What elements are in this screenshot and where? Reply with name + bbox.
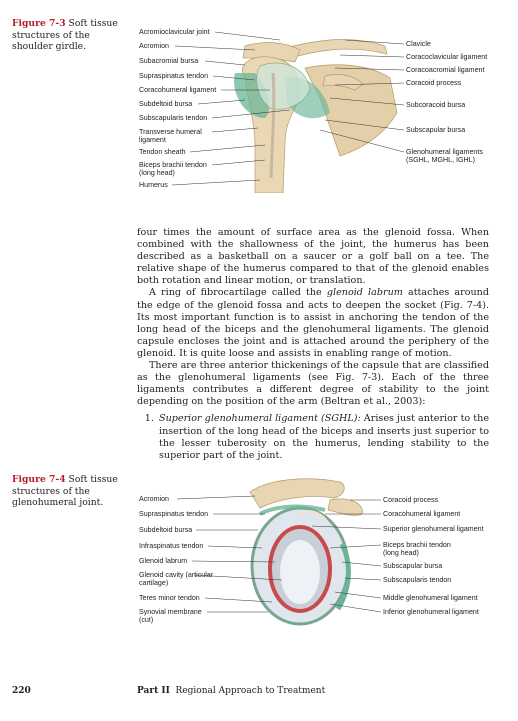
paragraph-2-end: attaches around the edge of the glenoid fossa and acts to deepen the socket (Fig. 7-4). Its most important function is to assist in anchoring the tendon of the long head of the biceps and the glenohumeral ligaments. The glenoid capsule encloses the joint and is attached around the periphery of the glenoid. It is quite loose and assists in enabling range of motion. bbox=[137, 287, 489, 359]
label-subdeltoid-bursa: Subdeltoid bursa bbox=[139, 100, 193, 108]
label-transverse-humeral-ligament: Transverse humeral ligament bbox=[139, 128, 202, 145]
paragraph-2-term: glenoid labrum bbox=[326, 287, 403, 299]
label-subscapular-bursa: Subscapular bursa bbox=[383, 562, 443, 570]
paragraph-2 bbox=[137, 287, 489, 360]
label-supraspinatus-tendon: Supraspinatus tendon bbox=[139, 72, 209, 80]
footer-part: Part II bbox=[137, 686, 170, 696]
figure-number: Figure 7-4 bbox=[12, 474, 66, 485]
label-coracoclavicular-ligament: Coracoclavicular ligament bbox=[406, 53, 488, 61]
fig74-leader-lines bbox=[0, 480, 518, 630]
label-tendon-sheath: Tendon sheath bbox=[139, 148, 186, 156]
body-text bbox=[137, 227, 489, 462]
paragraph-2-start: A ring of fibrocartilage called the bbox=[149, 287, 327, 299]
fig73-leader-lines bbox=[0, 0, 518, 200]
label-coracoid-process: Coracoid process bbox=[406, 79, 462, 87]
label-clavicle: Clavicle bbox=[406, 40, 431, 48]
list-item-term: Superior glenohumeral ligament (SGHL): bbox=[159, 413, 361, 425]
paragraph-3: There are three anterior thickenings of the capsule that are classified as the glenohumeral ligaments (see Fig. 7-3). Each of the three ligaments contributes a different degree of stability to the joint depending on the position of the arm (Beltran et al., 2003): bbox=[137, 360, 489, 408]
caption-text: Soft tissue structures of the shoulder girdle. bbox=[12, 18, 118, 52]
label-biceps-brachii-tendon: Biceps brachii tendon (long head) bbox=[383, 541, 451, 558]
footer-title: Regional Approach to Treatment bbox=[175, 686, 326, 696]
running-footer bbox=[137, 686, 325, 696]
label-middle-glenohumeral-ligament: Middle glenohumeral ligament bbox=[383, 594, 478, 602]
label-acromion: Acromion bbox=[139, 42, 169, 50]
label-subcoracoid-bursa: Subcoracoid bursa bbox=[406, 101, 466, 109]
label-subscapular-bursa: Subscapular bursa bbox=[406, 126, 466, 134]
label-superior-glenohumeral-ligament: Superior glenohumeral ligament bbox=[383, 525, 484, 533]
label-teres-minor-tendon: Teres minor tendon bbox=[139, 594, 200, 602]
page-number bbox=[12, 686, 31, 696]
list-item-text: Arises just anterior to the insertion of the long head of the biceps and inserts just superior to the lesser tuberosity on the humerus, lending stability to the superior part of the joint. bbox=[159, 413, 490, 461]
page-number-text: 220 bbox=[12, 686, 31, 696]
label-synovial-membrane: Synovial membrane (cut) bbox=[139, 608, 202, 625]
label-coracohumeral-ligament: Coracohumeral ligament bbox=[383, 510, 461, 518]
label-subacromial-bursa: Subacromial bursa bbox=[139, 57, 199, 65]
label-subscapularis-tendon: Subscapularis tendon bbox=[139, 114, 208, 122]
paragraph-1: four times the amount of surface area as the glenoid fossa. When combined with the shallowness of the joint, the humerus has been described as a basketball on a saucer or a golf ball on a tee. The relative shape of the humerus compared to that of the glenoid enables both rotation and linear motion, or translation. bbox=[137, 227, 489, 287]
label-humerus: Humerus bbox=[139, 181, 168, 189]
ligament-list bbox=[137, 413, 489, 461]
label-subscapularis-tendon: Subscapularis tendon bbox=[383, 576, 452, 584]
caption-text: Soft tissue structures of the glenohumeral joint. bbox=[12, 474, 118, 508]
list-item bbox=[157, 413, 489, 461]
label-glenoid-cavity: Glenoid cavity (articular cartilage) bbox=[139, 571, 214, 588]
figure-number: Figure 7-3 bbox=[12, 18, 66, 29]
label-acromion: Acromion bbox=[139, 495, 169, 503]
label-acromioclavicular-joint: Acromioclavicular joint bbox=[139, 28, 210, 36]
label-coracoid-process: Coracoid process bbox=[383, 496, 439, 504]
label-coracoacromial-ligament: Coracoacromial ligament bbox=[406, 66, 485, 74]
label-supraspinatus-tendon: Supraspinatus tendon bbox=[139, 510, 209, 518]
label-glenoid-labrum: Glenoid labrum bbox=[139, 557, 188, 565]
label-coracohumeral-ligament: Coracohumeral ligament bbox=[139, 86, 217, 94]
label-biceps-brachii-tendon: Biceps brachii tendon (long head) bbox=[139, 161, 207, 178]
label-inferior-glenohumeral-ligament: Inferior glenohumeral ligament bbox=[383, 608, 479, 616]
label-infraspinatus-tendon: Infraspinatus tendon bbox=[139, 542, 204, 550]
label-subdeltoid-bursa: Subdeltoid bursa bbox=[139, 526, 193, 534]
label-glenohumeral-ligaments: Glenohumeral ligaments (SGHL, MGHL, IGHL) bbox=[406, 148, 483, 165]
